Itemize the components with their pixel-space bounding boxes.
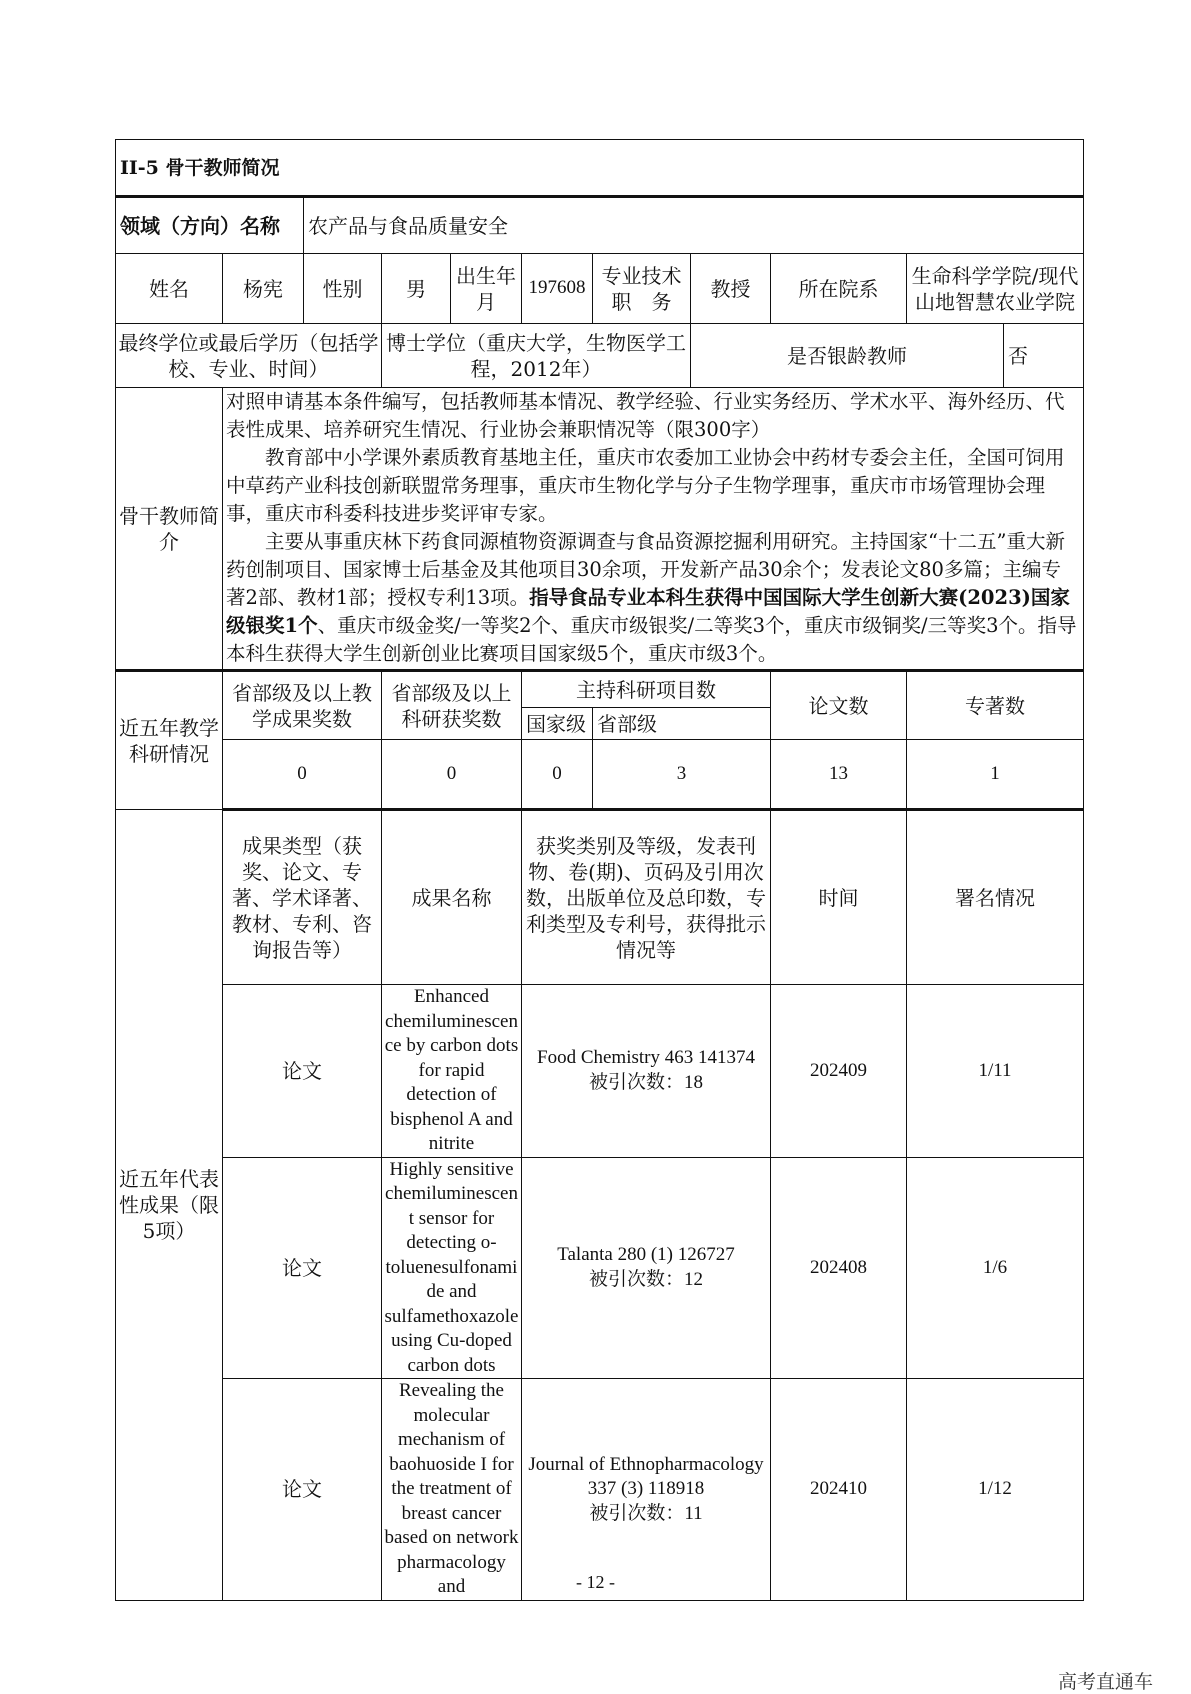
page-number: - 12 - (576, 1572, 615, 1592)
stats-header-papers: 论文数 (771, 671, 907, 740)
birth-label: 出生年月 (451, 254, 522, 324)
teacher-profile-table (115, 139, 1084, 1601)
achievement-journal: Talanta 280 (1) 126727 (557, 1244, 735, 1266)
achievement-detail (522, 1379, 771, 1601)
bio-paragraph-2-part-1: 主要从事重庆林下药食同源植物资源调查与食品资源挖掘利用研究。主持国家“十二五”重大新药创制项目、国家博士后基金及其他项目30余项，开发新产品30余个；发表论文80多篇；主编专著2部、教材1部；授权专利13项。 (226, 530, 1065, 609)
bio-content (223, 388, 1084, 671)
bio-label: 骨干教师简介 (116, 388, 223, 671)
achievements-header-detail: 获奖类别及等级，发表刊物、卷(期)、页码及引用次数，出版单位及总印数，专利类型及专利号，获得批示情况等 (522, 810, 771, 985)
achievement-type: 论文 (223, 1379, 382, 1601)
achievements-header-name: 成果名称 (382, 810, 522, 985)
achievement-row (116, 985, 1084, 1158)
achievements-label: 近五年代表性成果（限5项） (116, 810, 223, 1601)
name-label: 姓名 (116, 254, 223, 324)
stats-header-projects: 主持科研项目数 (522, 671, 771, 708)
achievement-detail (522, 985, 771, 1158)
bio-highlight: 指导食品专业本科生获得中国国际大学生创新大赛(2023)国家级银奖1个 (226, 586, 1070, 637)
achievement-name: Highly sensitive chemiluminescent sensor for detecting o-toluenesulfonamide and sulfamethoxazole using Cu-doped carbon dots (382, 1157, 522, 1379)
bio-paragraph-2-part-2: 、重庆市级金奖/一等奖2个、重庆市级银奖/二等奖3个，重庆市级铜奖/三等奖3个。指导本科生获得大学生创新创业比赛项目国家级5个，重庆市级3个。 (226, 614, 1077, 665)
achievement-time: 202408 (771, 1157, 907, 1379)
watermark: 高考直通车 (1058, 1671, 1154, 1693)
achievement-author: 1/12 (907, 1379, 1084, 1601)
degree-label: 最终学位或最后学历（包括学校、专业、时间） (116, 324, 382, 388)
achievement-name: Enhanced chemiluminescence by carbon dots for rapid detection of bisphenol A and nitrite (382, 985, 522, 1158)
achievement-type: 论文 (223, 985, 382, 1158)
stats-teaching-awards-value: 0 (223, 740, 382, 810)
bio-paragraph-1: 教育部中小学课外素质教育基地主任，重庆市农委加工业协会中药材专委会主任，全国可饲用中草药产业科技创新联盟常务理事，重庆市生物化学与分子生物学理事，重庆市市场管理协会理事，重庆市科委科技进步奖评审专家。 (226, 446, 1065, 525)
stats-papers-value: 13 (771, 740, 907, 810)
birth-value: 197608 (522, 254, 593, 324)
form-sheet (115, 139, 1083, 1601)
achievements-header-type: 成果类型（获奖、论文、专著、学术译著、教材、专利、咨询报告等） (223, 810, 382, 985)
stats-header-teaching-awards: 省部级及以上教学成果奖数 (223, 671, 382, 740)
stats-label: 近五年教学科研情况 (116, 671, 223, 810)
gender-label: 性别 (304, 254, 382, 324)
field-label: 领域（方向）名称 (116, 197, 304, 254)
name-value: 杨宪 (223, 254, 304, 324)
achievement-author: 1/11 (907, 985, 1084, 1158)
gender-value: 男 (382, 254, 451, 324)
stats-header-books: 专著数 (907, 671, 1084, 740)
stats-books-value: 1 (907, 740, 1084, 810)
section-title: II-5 骨干教师简况 (116, 140, 1084, 197)
stats-header-research-awards: 省部级及以上科研获奖数 (382, 671, 522, 740)
achievements-header-time: 时间 (771, 810, 907, 985)
achievement-name: Revealing the molecular mechanism of baohuoside I for the treatment of breast cancer based on network pharmacology and (382, 1379, 522, 1601)
stats-research-awards-value: 0 (382, 740, 522, 810)
dept-label: 所在院系 (771, 254, 907, 324)
achievement-author: 1/6 (907, 1157, 1084, 1379)
bio-instruction: 对照申请基本条件编写，包括教师基本情况、教学经验、行业实务经历、学术水平、海外经历、代表性成果、培养研究生情况、行业协会兼职情况等（限300字） (226, 390, 1065, 441)
field-value: 农产品与食品质量安全 (304, 197, 1084, 254)
title-value: 教授 (691, 254, 771, 324)
achievement-citations: 被引次数：12 (588, 1268, 703, 1290)
achievements-header-author: 署名情况 (907, 810, 1084, 985)
stats-header-national: 国家级 (522, 708, 593, 740)
achievement-journal: Food Chemistry 463 141374 (537, 1047, 755, 1069)
achievement-citations: 被引次数：18 (588, 1071, 703, 1093)
senior-teacher-label: 是否银龄教师 (691, 324, 1004, 388)
achievement-time: 202410 (771, 1379, 907, 1601)
achievement-time: 202409 (771, 985, 907, 1158)
title-label: 专业技术职 务 (593, 254, 691, 324)
senior-teacher-value: 否 (1004, 324, 1084, 388)
bio-paragraph-2 (226, 528, 1080, 668)
dept-value: 生命科学学院/现代山地智慧农业学院 (907, 254, 1084, 324)
stats-national-value: 0 (522, 740, 593, 810)
achievement-row (116, 1379, 1084, 1601)
achievement-detail (522, 1157, 771, 1379)
stats-provincial-value: 3 (593, 740, 771, 810)
achievement-row (116, 1157, 1084, 1379)
achievement-citations: 被引次数：11 (589, 1502, 703, 1524)
stats-header-provincial: 省部级 (593, 708, 771, 740)
degree-value: 博士学位（重庆大学，生物医学工程，2012年） (382, 324, 691, 388)
achievement-journal: Journal of Ethnopharmacology 337 (3) 118918 (528, 1453, 764, 1499)
achievement-type: 论文 (223, 1157, 382, 1379)
